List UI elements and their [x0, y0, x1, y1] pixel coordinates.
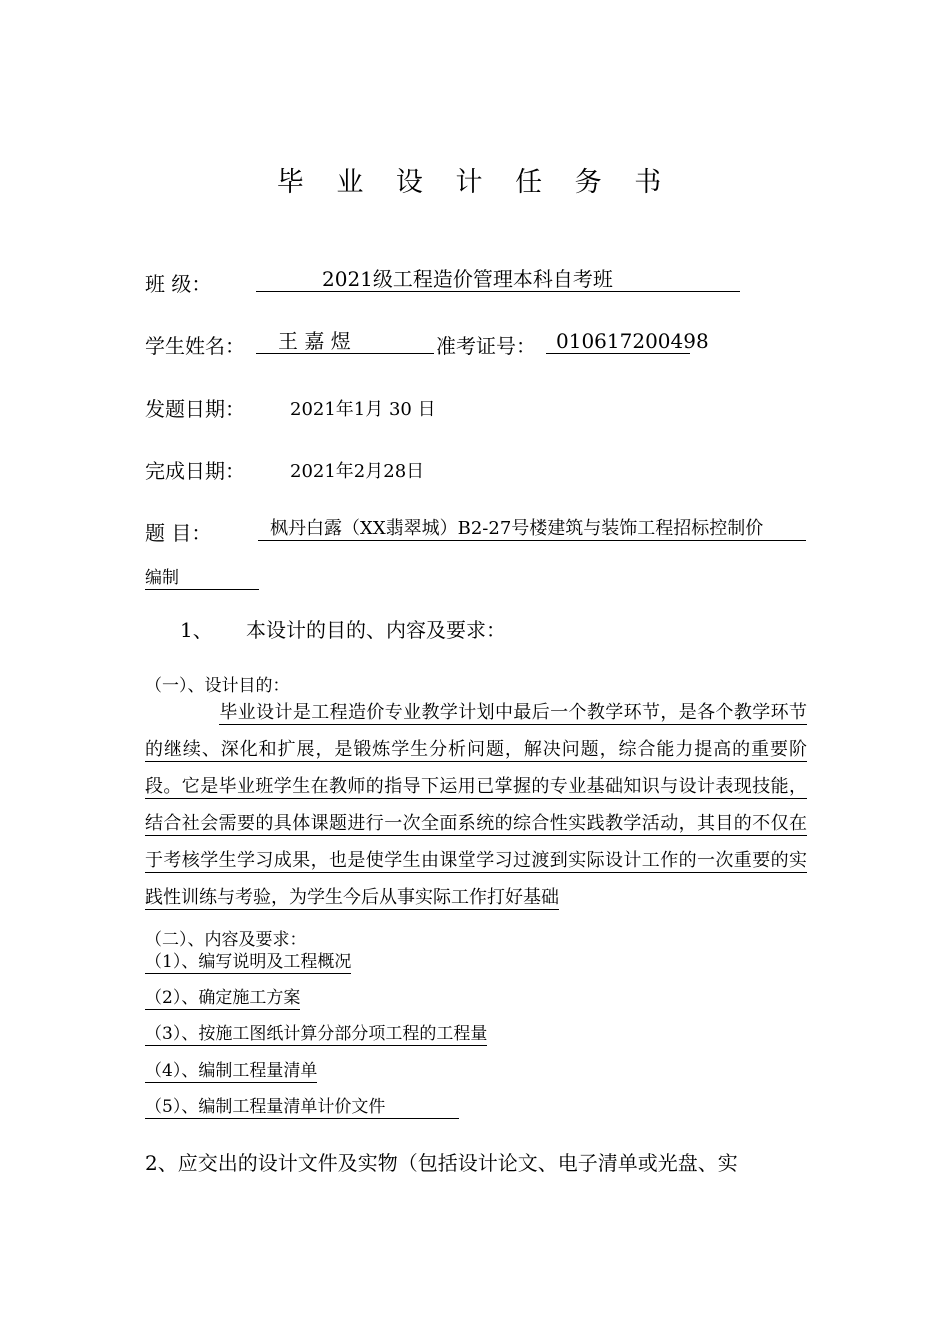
contents-heading: （二）、内容及要求：	[145, 930, 307, 950]
contents-item-4: （4）、编制工程量清单	[145, 1061, 318, 1081]
purpose-heading: （一）、设计目的：	[145, 676, 290, 696]
contents-item-3: （3）、按施工图纸计算分部分项工程的工程量	[145, 1024, 488, 1044]
student-name-label: 学生姓名：	[145, 334, 245, 358]
exam-id-value: 010617200498	[546, 330, 690, 354]
contents-item-2: （2）、确定施工方案	[145, 988, 301, 1008]
purpose-paragraph	[145, 694, 807, 916]
contents-item-5: （5）、编制工程量清单计价文件	[145, 1098, 459, 1119]
topic-value-line2: 编制	[145, 569, 259, 590]
topic-label: 题 目：	[145, 521, 212, 545]
class-value: 2021级工程造价管理本科自考班	[256, 268, 740, 292]
page-title: 毕 业 设 计 任 务 书	[276, 167, 674, 198]
complete-date-label: 完成日期：	[145, 459, 245, 483]
issue-date-label: 发题日期：	[145, 397, 245, 421]
topic-value-line1: 枫丹白露（XX翡翠城）B2-27号楼建筑与装饰工程招标控制价	[258, 519, 806, 541]
class-label: 班 级：	[145, 272, 212, 296]
contents-item-1: （1）、编写说明及工程概况	[145, 952, 352, 972]
exam-id-label: 准考证号：	[436, 334, 536, 358]
section2-text: 2、应交出的设计文件及实物（包括设计论文、电子清单或光盘、实	[145, 1151, 738, 1175]
section1-heading: 本设计的目的、内容及要求：	[246, 618, 506, 642]
complete-date-value: 2021年2月28日	[290, 461, 425, 482]
purpose-text: 毕业设计是工程造价专业教学计划中最后一个教学环节，是各个教学环节的继续、深化和扩展，是锻炼学生分析问题，解决问题，综合能力提高的重要阶段。它是毕业班学生在教师的指导下运用已掌握的专业基础知识与设计表现技能，结合社会需要的具体课题进行一次全面系统的综合性实践教学活动，其目的不仅在于考核学生学习成果，也是使学生由课堂学习过渡到实际设计工作的一次重要的实践性训练与考验，为学生今后从事实际工作打好基础	[145, 702, 807, 908]
issue-date-value: 2021年1月 30 日	[290, 399, 436, 420]
student-name-value: 王 嘉 煜	[256, 330, 434, 354]
section1-number: 1、	[180, 618, 213, 642]
